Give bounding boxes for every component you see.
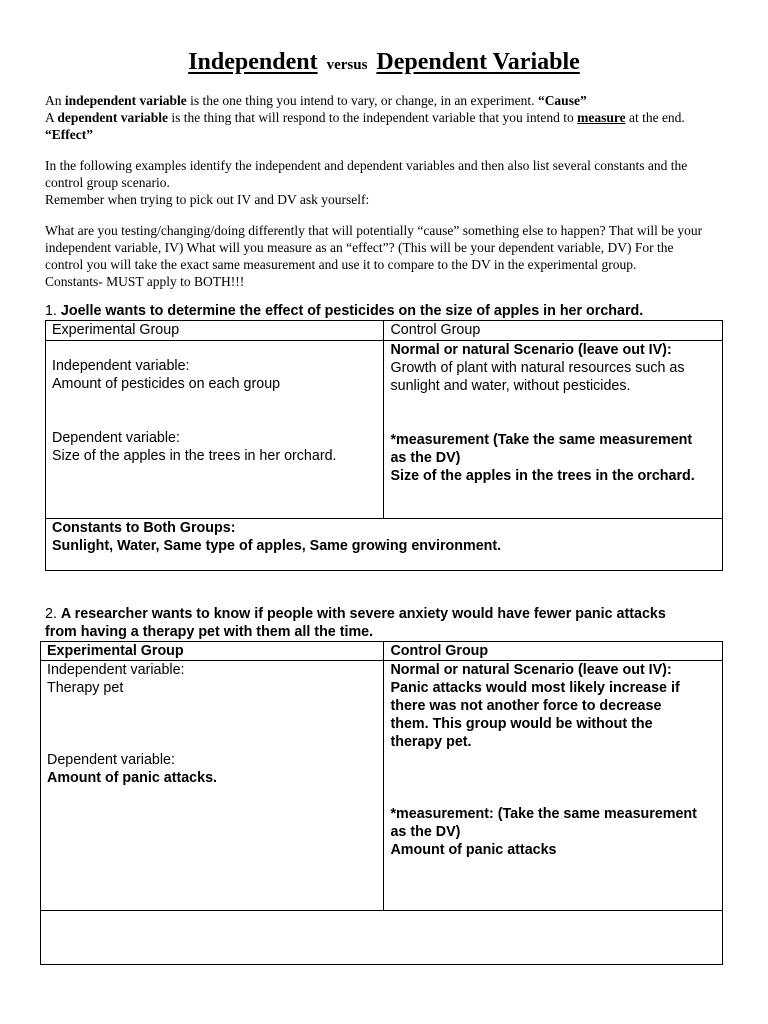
question-1-table [45,320,723,571]
q2-control-cell [384,661,723,911]
q1-iv-value: Amount of pesticides on each group [52,376,281,392]
title-independent: Independent [188,49,318,75]
question-2-text-line2: from having a therapy pet with them all the time. [45,624,374,640]
intro-definitions [45,92,735,143]
q1-control-measure-line1: *measurement (Take the same measurement [390,432,693,448]
title-versus: versus [326,57,368,73]
q2-control-scenario-line3: them. This group would be without the [390,716,653,732]
q2-control-measure-value: Amount of panic attacks [390,842,557,858]
independent-definition: An independent variable is the one thing you intend to vary, or change, in an experiment. “Cause” [45,93,587,108]
q2-control-scenario-line2: there was not another force to decrease [390,698,662,714]
q2-dv-label: Dependent variable: [47,752,175,768]
dependent-definition: A dependent variable is the thing that will respond to the independent variable that you intend to measure at the end. [45,110,685,125]
question-1-prompt [45,302,735,320]
q1-experimental-header: Experimental Group [46,321,384,341]
question-2-number: 2. [45,606,61,622]
q1-dv-value: Size of the apples in the trees in her orchard. [52,448,337,464]
q2-iv-value: Therapy pet [47,680,124,696]
question-2-prompt [45,605,735,641]
q2-constants-cell[interactable] [41,911,723,965]
q2-experimental-cell [41,661,384,911]
q2-control-scenario-label: Normal or natural Scenario (leave out IV): [390,662,672,678]
q2-experimental-header: Experimental Group [41,642,384,661]
q1-control-header: Control Group [384,321,723,341]
q1-control-cell [384,341,723,519]
title-dependent: Dependent Variable [376,49,580,75]
q2-iv-label: Independent variable: [47,662,185,678]
question-2-text-line1: A researcher wants to know if people with severe anxiety would have fewer panic attacks [60,606,666,622]
effect-label: “Effect” [45,127,93,142]
q2-control-scenario-line4: therapy pet. [390,734,472,750]
q2-control-measure-line2: as the DV) [390,824,461,840]
q1-constants-value: Sunlight, Water, Same type of apples, Same growing environment. [52,538,502,554]
q1-control-scenario-line2: sunlight and water, without pesticides. [390,378,631,394]
q2-control-scenario-line1: Panic attacks would most likely increase if [390,680,680,696]
q1-control-scenario-label: Normal or natural Scenario (leave out IV): [390,342,672,358]
question-2-table [40,641,723,965]
intro-instructions: In the following examples identify the independent and dependent variables and then also list several constants and the control group scenario. Remember when trying to pick out IV and DV ask yourself: [45,158,688,207]
intro-questions: What are you testing/changing/doing differently that will potentially “cause” something else to happen? That will be your independent variable, IV) What will you measure as an “effect”? (This will be your dependent variable, DV) For the control you will take the exact same measurement and use it to compare to the DV in the experimental group. Constants- MUST apply to BOTH!!! [45,223,703,289]
q2-dv-value: Amount of panic attacks. [47,770,217,786]
q1-constants-cell [46,519,723,571]
question-1-text: Joelle wants to determine the effect of pesticides on the size of apples in her orchard. [60,303,644,319]
q1-constants-label: Constants to Both Groups: [52,520,236,536]
page-title [0,46,768,81]
q1-experimental-cell [46,341,384,519]
q1-dv-label: Dependent variable: [52,430,180,446]
q1-control-scenario-line1: Growth of plant with natural resources such as [390,360,685,376]
q1-control-measure-value: Size of the apples in the trees in the orchard. [390,468,695,484]
q1-iv-label: Independent variable: [52,358,190,374]
q1-control-measure-line2: as the DV) [390,450,461,466]
q2-control-header: Control Group [384,642,723,661]
q2-control-measure-line1: *measurement: (Take the same measurement [390,806,697,822]
question-1-number: 1. [45,303,61,319]
